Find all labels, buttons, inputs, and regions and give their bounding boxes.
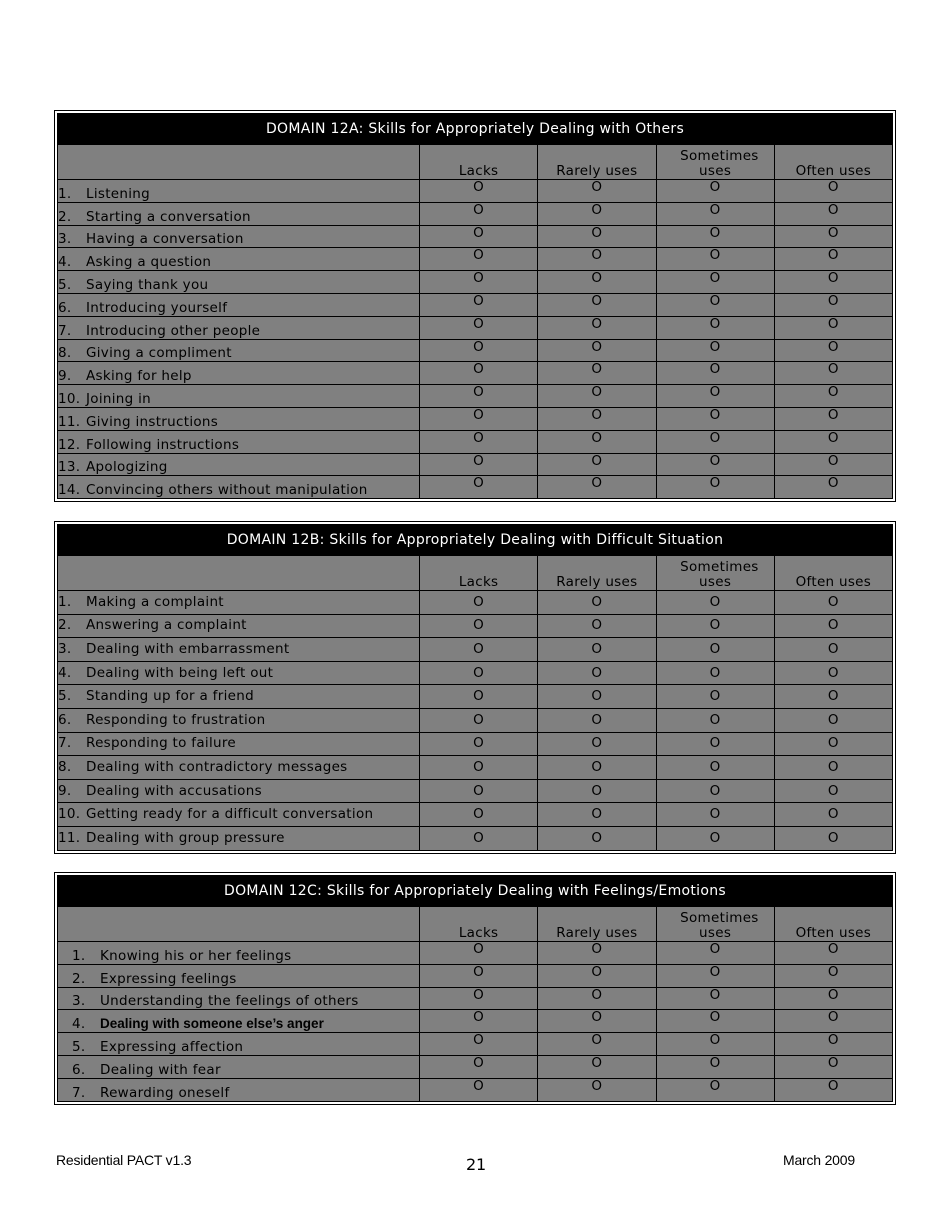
skill-number: 4. bbox=[72, 1016, 86, 1033]
option-rarely-radio[interactable]: O bbox=[538, 339, 656, 362]
option-rarely-radio[interactable]: O bbox=[538, 942, 656, 965]
skill-text: Rewarding oneself bbox=[100, 1084, 230, 1101]
option-sometimes-radio[interactable]: O bbox=[656, 803, 774, 827]
option-rarely-radio[interactable]: O bbox=[538, 661, 656, 685]
option-rarely-radio[interactable]: O bbox=[538, 430, 656, 453]
skill-number: 3. bbox=[58, 640, 72, 657]
skill-number: 4. bbox=[58, 254, 72, 271]
skill-number: 10. bbox=[58, 390, 81, 407]
skill-text: Expressing feelings bbox=[100, 970, 237, 987]
skill-label bbox=[58, 591, 420, 615]
skill-number: 6. bbox=[72, 1061, 86, 1078]
option-rarely-radio[interactable]: O bbox=[538, 732, 656, 756]
option-often-radio[interactable]: O bbox=[774, 385, 892, 408]
skill-number: 2. bbox=[72, 970, 86, 987]
domain-12a-table bbox=[57, 113, 893, 499]
footer-version: Residential PACT v1.3 bbox=[56, 1152, 192, 1168]
skill-text: Apologizing bbox=[86, 459, 168, 476]
option-sometimes-radio[interactable]: O bbox=[656, 339, 774, 362]
option-sometimes-radio[interactable]: O bbox=[656, 430, 774, 453]
table-row bbox=[58, 385, 893, 408]
skill-text: Introducing other people bbox=[86, 322, 261, 339]
footer-page-number: 21 bbox=[466, 1155, 486, 1174]
option-rarely-radio[interactable]: O bbox=[538, 362, 656, 385]
skill-label bbox=[58, 339, 420, 362]
table-row bbox=[58, 1033, 893, 1056]
option-sometimes-radio[interactable]: O bbox=[656, 942, 774, 965]
table-row bbox=[58, 826, 893, 850]
column-header-sometimes: Sometimes uses bbox=[656, 145, 774, 180]
skill-text: Dealing with accusations bbox=[86, 782, 262, 799]
skill-label bbox=[58, 732, 420, 756]
option-lacks-radio[interactable]: O bbox=[420, 407, 538, 430]
option-rarely-radio[interactable]: O bbox=[538, 1010, 656, 1033]
skill-label bbox=[58, 614, 420, 638]
option-sometimes-radio[interactable]: O bbox=[656, 362, 774, 385]
column-header-lacks: Lacks bbox=[420, 556, 538, 591]
option-lacks-radio[interactable]: O bbox=[420, 685, 538, 709]
skill-label bbox=[58, 476, 420, 499]
option-sometimes-radio[interactable]: O bbox=[656, 1010, 774, 1033]
skill-label bbox=[58, 1033, 420, 1056]
option-sometimes-radio[interactable]: O bbox=[656, 1055, 774, 1078]
column-header-row bbox=[58, 145, 893, 180]
option-sometimes-radio[interactable]: O bbox=[656, 685, 774, 709]
option-often-radio[interactable]: O bbox=[774, 987, 892, 1010]
option-rarely-radio[interactable]: O bbox=[538, 316, 656, 339]
option-often-radio[interactable]: O bbox=[774, 225, 892, 248]
option-sometimes-radio[interactable]: O bbox=[656, 453, 774, 476]
column-header-row bbox=[58, 907, 893, 942]
skill-text: Making a complaint bbox=[86, 593, 224, 610]
option-often-radio[interactable]: O bbox=[774, 248, 892, 271]
table-row bbox=[58, 614, 893, 638]
option-sometimes-radio[interactable]: O bbox=[656, 661, 774, 685]
option-rarely-radio[interactable]: O bbox=[538, 826, 656, 850]
skill-number: 3. bbox=[72, 993, 86, 1010]
skill-number: 7. bbox=[72, 1084, 86, 1101]
skill-text: Having a conversation bbox=[86, 231, 244, 248]
option-rarely-radio[interactable]: O bbox=[538, 591, 656, 615]
option-lacks-radio[interactable]: O bbox=[420, 362, 538, 385]
skill-text: Saying thank you bbox=[86, 276, 209, 293]
option-rarely-radio[interactable]: O bbox=[538, 779, 656, 803]
option-often-radio[interactable]: O bbox=[774, 942, 892, 965]
option-lacks-radio[interactable]: O bbox=[420, 202, 538, 225]
option-rarely-radio[interactable]: O bbox=[538, 1055, 656, 1078]
skill-label bbox=[58, 271, 420, 294]
skill-number: 9. bbox=[58, 368, 72, 385]
skill-number: 8. bbox=[58, 758, 72, 775]
table-row bbox=[58, 339, 893, 362]
skill-text: Getting ready for a difficult conversation bbox=[86, 806, 374, 823]
option-often-radio[interactable]: O bbox=[774, 1033, 892, 1056]
option-lacks-radio[interactable]: O bbox=[420, 385, 538, 408]
domain-12c-table bbox=[57, 875, 893, 1102]
skill-label bbox=[58, 987, 420, 1010]
skill-label bbox=[58, 407, 420, 430]
option-rarely-radio[interactable]: O bbox=[538, 964, 656, 987]
option-sometimes-radio[interactable]: O bbox=[656, 732, 774, 756]
option-lacks-radio[interactable]: O bbox=[420, 293, 538, 316]
table-row bbox=[58, 1055, 893, 1078]
option-lacks-radio[interactable]: O bbox=[420, 339, 538, 362]
option-often-radio[interactable]: O bbox=[774, 430, 892, 453]
skill-text: Expressing affection bbox=[100, 1038, 244, 1055]
skill-label bbox=[58, 180, 420, 203]
skill-text: Knowing his or her feelings bbox=[100, 947, 292, 964]
skill-number: 3. bbox=[58, 231, 72, 248]
domain-12a-title: DOMAIN 12A: Skills for Appropriately Dealing with Others bbox=[58, 114, 893, 145]
column-header-rarely: Rarely uses bbox=[538, 145, 656, 180]
skill-number: 7. bbox=[58, 322, 72, 339]
option-lacks-radio[interactable]: O bbox=[420, 1078, 538, 1101]
skill-number: 7. bbox=[58, 735, 72, 752]
skill-label bbox=[58, 293, 420, 316]
table-row bbox=[58, 779, 893, 803]
table-row bbox=[58, 248, 893, 271]
skill-label bbox=[58, 685, 420, 709]
skill-number: 1. bbox=[58, 185, 72, 202]
skill-text: Dealing with fear bbox=[100, 1061, 221, 1078]
skill-number: 1. bbox=[58, 593, 72, 610]
option-sometimes-radio[interactable]: O bbox=[656, 987, 774, 1010]
option-sometimes-radio[interactable]: O bbox=[656, 476, 774, 499]
column-header-blank bbox=[58, 556, 420, 591]
skill-text: Responding to frustration bbox=[86, 711, 266, 728]
option-lacks-radio[interactable]: O bbox=[420, 476, 538, 499]
option-often-radio[interactable]: O bbox=[774, 591, 892, 615]
option-lacks-radio[interactable]: O bbox=[420, 1010, 538, 1033]
option-rarely-radio[interactable]: O bbox=[538, 385, 656, 408]
option-sometimes-radio[interactable]: O bbox=[656, 1078, 774, 1101]
table-row bbox=[58, 685, 893, 709]
skill-number: 5. bbox=[58, 276, 72, 293]
skill-label bbox=[58, 453, 420, 476]
skill-text: Asking for help bbox=[86, 368, 192, 385]
column-header-lacks: Lacks bbox=[420, 907, 538, 942]
table-row bbox=[58, 271, 893, 294]
option-lacks-radio[interactable]: O bbox=[420, 180, 538, 203]
table-row bbox=[58, 1078, 893, 1101]
option-often-radio[interactable]: O bbox=[774, 362, 892, 385]
option-lacks-radio[interactable]: O bbox=[420, 708, 538, 732]
skill-label bbox=[58, 1055, 420, 1078]
option-often-radio[interactable]: O bbox=[774, 339, 892, 362]
option-rarely-radio[interactable]: O bbox=[538, 1033, 656, 1056]
table-row bbox=[58, 756, 893, 780]
option-often-radio[interactable]: O bbox=[774, 638, 892, 662]
option-lacks-radio[interactable]: O bbox=[420, 661, 538, 685]
option-lacks-radio[interactable]: O bbox=[420, 756, 538, 780]
skill-label bbox=[58, 964, 420, 987]
column-header-blank bbox=[58, 145, 420, 180]
skill-number: 1. bbox=[72, 947, 86, 964]
option-sometimes-radio[interactable]: O bbox=[656, 591, 774, 615]
domain-12c-section bbox=[54, 872, 896, 1105]
option-often-radio[interactable]: O bbox=[774, 803, 892, 827]
option-rarely-radio[interactable]: O bbox=[538, 476, 656, 499]
skill-label bbox=[58, 1078, 420, 1101]
option-lacks-radio[interactable]: O bbox=[420, 430, 538, 453]
option-often-radio[interactable]: O bbox=[774, 453, 892, 476]
column-header-sometimes: Sometimes uses bbox=[656, 556, 774, 591]
option-often-radio[interactable]: O bbox=[774, 271, 892, 294]
option-lacks-radio[interactable]: O bbox=[420, 271, 538, 294]
option-rarely-radio[interactable]: O bbox=[538, 202, 656, 225]
skill-text: Following instructions bbox=[86, 436, 240, 453]
skill-number: 10. bbox=[58, 806, 81, 823]
option-often-radio[interactable]: O bbox=[774, 1010, 892, 1033]
skill-number: 9. bbox=[58, 782, 72, 799]
option-sometimes-radio[interactable]: O bbox=[656, 779, 774, 803]
table-row bbox=[58, 430, 893, 453]
table-row bbox=[58, 661, 893, 685]
footer-date: March 2009 bbox=[783, 1152, 855, 1168]
table-row bbox=[58, 362, 893, 385]
table-row bbox=[58, 407, 893, 430]
domain-12b-section bbox=[54, 521, 896, 854]
skill-text: Convincing others without manipulation bbox=[86, 482, 368, 499]
table-row bbox=[58, 225, 893, 248]
skill-number: 12. bbox=[58, 436, 81, 453]
skill-text: Responding to failure bbox=[86, 735, 237, 752]
option-lacks-radio[interactable]: O bbox=[420, 732, 538, 756]
skill-number: 6. bbox=[58, 299, 72, 316]
column-header-often: Often uses bbox=[774, 556, 892, 591]
option-lacks-radio[interactable]: O bbox=[420, 826, 538, 850]
skill-label bbox=[58, 385, 420, 408]
column-header-lacks: Lacks bbox=[420, 145, 538, 180]
skill-label bbox=[58, 430, 420, 453]
table-row bbox=[58, 591, 893, 615]
skill-label bbox=[58, 756, 420, 780]
column-header-sometimes: Sometimes uses bbox=[656, 907, 774, 942]
option-often-radio[interactable]: O bbox=[774, 756, 892, 780]
skill-text: Dealing with being left out bbox=[86, 664, 274, 681]
option-rarely-radio[interactable]: O bbox=[538, 685, 656, 709]
skill-number: 2. bbox=[58, 208, 72, 225]
skill-number: 11. bbox=[58, 413, 81, 430]
option-lacks-radio[interactable]: O bbox=[420, 1055, 538, 1078]
option-often-radio[interactable]: O bbox=[774, 1078, 892, 1101]
skill-text: Giving a compliment bbox=[86, 345, 232, 362]
table-row bbox=[58, 180, 893, 203]
option-rarely-radio[interactable]: O bbox=[538, 756, 656, 780]
table-row bbox=[58, 202, 893, 225]
skill-text: Answering a complaint bbox=[86, 617, 247, 634]
skill-text: Understanding the feelings of others bbox=[100, 993, 359, 1010]
skill-text: Dealing with someone else’s anger bbox=[100, 1016, 324, 1032]
option-sometimes-radio[interactable]: O bbox=[656, 756, 774, 780]
skill-number: 13. bbox=[58, 459, 81, 476]
column-header-often: Often uses bbox=[774, 145, 892, 180]
option-sometimes-radio[interactable]: O bbox=[656, 964, 774, 987]
skill-number: 14. bbox=[58, 482, 81, 499]
option-sometimes-radio[interactable]: O bbox=[656, 293, 774, 316]
table-row bbox=[58, 803, 893, 827]
option-rarely-radio[interactable]: O bbox=[538, 180, 656, 203]
skill-label bbox=[58, 1010, 420, 1033]
skill-label bbox=[58, 362, 420, 385]
table-row bbox=[58, 964, 893, 987]
table-row bbox=[58, 453, 893, 476]
table-row bbox=[58, 476, 893, 499]
skill-number: 8. bbox=[58, 345, 72, 362]
table-row bbox=[58, 708, 893, 732]
skill-label bbox=[58, 803, 420, 827]
option-rarely-radio[interactable]: O bbox=[538, 638, 656, 662]
skill-text: Standing up for a friend bbox=[86, 688, 254, 705]
option-lacks-radio[interactable]: O bbox=[420, 942, 538, 965]
option-sometimes-radio[interactable]: O bbox=[656, 614, 774, 638]
option-rarely-radio[interactable]: O bbox=[538, 271, 656, 294]
skill-text: Listening bbox=[86, 185, 151, 202]
skill-number: 2. bbox=[58, 617, 72, 634]
option-often-radio[interactable]: O bbox=[774, 614, 892, 638]
column-header-blank bbox=[58, 907, 420, 942]
skill-text: Introducing yourself bbox=[86, 299, 228, 316]
skill-label bbox=[58, 661, 420, 685]
option-often-radio[interactable]: O bbox=[774, 180, 892, 203]
option-often-radio[interactable]: O bbox=[774, 476, 892, 499]
table-row bbox=[58, 316, 893, 339]
skill-label bbox=[58, 779, 420, 803]
option-rarely-radio[interactable]: O bbox=[538, 1078, 656, 1101]
skill-text: Starting a conversation bbox=[86, 208, 251, 225]
option-rarely-radio[interactable]: O bbox=[538, 614, 656, 638]
option-sometimes-radio[interactable]: O bbox=[656, 708, 774, 732]
option-sometimes-radio[interactable]: O bbox=[656, 248, 774, 271]
option-often-radio[interactable]: O bbox=[774, 779, 892, 803]
skill-label bbox=[58, 826, 420, 850]
skill-number: 6. bbox=[58, 711, 72, 728]
column-header-rarely: Rarely uses bbox=[538, 907, 656, 942]
skill-number: 5. bbox=[72, 1038, 86, 1055]
option-often-radio[interactable]: O bbox=[774, 202, 892, 225]
option-sometimes-radio[interactable]: O bbox=[656, 180, 774, 203]
skill-label bbox=[58, 225, 420, 248]
column-header-row bbox=[58, 556, 893, 591]
option-lacks-radio[interactable]: O bbox=[420, 964, 538, 987]
option-lacks-radio[interactable]: O bbox=[420, 803, 538, 827]
option-sometimes-radio[interactable]: O bbox=[656, 316, 774, 339]
option-rarely-radio[interactable]: O bbox=[538, 225, 656, 248]
option-often-radio[interactable]: O bbox=[774, 1055, 892, 1078]
option-rarely-radio[interactable]: O bbox=[538, 453, 656, 476]
option-lacks-radio[interactable]: O bbox=[420, 225, 538, 248]
option-often-radio[interactable]: O bbox=[774, 964, 892, 987]
skill-text: Joining in bbox=[86, 390, 152, 407]
domain-12b-table bbox=[57, 524, 893, 851]
skill-text: Giving instructions bbox=[86, 413, 219, 430]
skill-label bbox=[58, 942, 420, 965]
option-rarely-radio[interactable]: O bbox=[538, 407, 656, 430]
option-rarely-radio[interactable]: O bbox=[538, 987, 656, 1010]
table-row bbox=[58, 293, 893, 316]
option-rarely-radio[interactable]: O bbox=[538, 708, 656, 732]
option-often-radio[interactable]: O bbox=[774, 293, 892, 316]
option-often-radio[interactable]: O bbox=[774, 732, 892, 756]
option-lacks-radio[interactable]: O bbox=[420, 779, 538, 803]
option-rarely-radio[interactable]: O bbox=[538, 803, 656, 827]
option-sometimes-radio[interactable]: O bbox=[656, 826, 774, 850]
skill-label bbox=[58, 316, 420, 339]
skill-label bbox=[58, 202, 420, 225]
option-often-radio[interactable]: O bbox=[774, 407, 892, 430]
option-sometimes-radio[interactable]: O bbox=[656, 271, 774, 294]
table-row bbox=[58, 942, 893, 965]
option-lacks-radio[interactable]: O bbox=[420, 638, 538, 662]
option-lacks-radio[interactable]: O bbox=[420, 248, 538, 271]
option-rarely-radio[interactable]: O bbox=[538, 293, 656, 316]
skill-number: 11. bbox=[58, 829, 81, 846]
table-row bbox=[58, 1010, 893, 1033]
skill-number: 4. bbox=[58, 664, 72, 681]
table-row bbox=[58, 987, 893, 1010]
table-row bbox=[58, 638, 893, 662]
skill-text: Asking a question bbox=[86, 254, 212, 271]
option-often-radio[interactable]: O bbox=[774, 661, 892, 685]
option-lacks-radio[interactable]: O bbox=[420, 1033, 538, 1056]
domain-12a-section bbox=[54, 110, 896, 502]
option-sometimes-radio[interactable]: O bbox=[656, 407, 774, 430]
domain-12c-title: DOMAIN 12C: Skills for Appropriately Dealing with Feelings/Emotions bbox=[58, 876, 893, 907]
option-lacks-radio[interactable]: O bbox=[420, 453, 538, 476]
option-sometimes-radio[interactable]: O bbox=[656, 225, 774, 248]
skill-number: 5. bbox=[58, 688, 72, 705]
option-often-radio[interactable]: O bbox=[774, 826, 892, 850]
option-often-radio[interactable]: O bbox=[774, 708, 892, 732]
skill-text: Dealing with group pressure bbox=[86, 829, 285, 846]
option-lacks-radio[interactable]: O bbox=[420, 987, 538, 1010]
skill-label bbox=[58, 638, 420, 662]
skill-text: Dealing with embarrassment bbox=[86, 640, 290, 657]
option-rarely-radio[interactable]: O bbox=[538, 248, 656, 271]
skill-label bbox=[58, 248, 420, 271]
option-lacks-radio[interactable]: O bbox=[420, 591, 538, 615]
option-sometimes-radio[interactable]: O bbox=[656, 385, 774, 408]
option-sometimes-radio[interactable]: O bbox=[656, 1033, 774, 1056]
domain-12b-title: DOMAIN 12B: Skills for Appropriately Dealing with Difficult Situation bbox=[58, 525, 893, 556]
option-often-radio[interactable]: O bbox=[774, 316, 892, 339]
option-sometimes-radio[interactable]: O bbox=[656, 202, 774, 225]
column-header-rarely: Rarely uses bbox=[538, 556, 656, 591]
option-lacks-radio[interactable]: O bbox=[420, 316, 538, 339]
option-sometimes-radio[interactable]: O bbox=[656, 638, 774, 662]
option-often-radio[interactable]: O bbox=[774, 685, 892, 709]
table-row bbox=[58, 732, 893, 756]
skill-text: Dealing with contradictory messages bbox=[86, 758, 348, 775]
column-header-often: Often uses bbox=[774, 907, 892, 942]
skill-label bbox=[58, 708, 420, 732]
option-lacks-radio[interactable]: O bbox=[420, 614, 538, 638]
